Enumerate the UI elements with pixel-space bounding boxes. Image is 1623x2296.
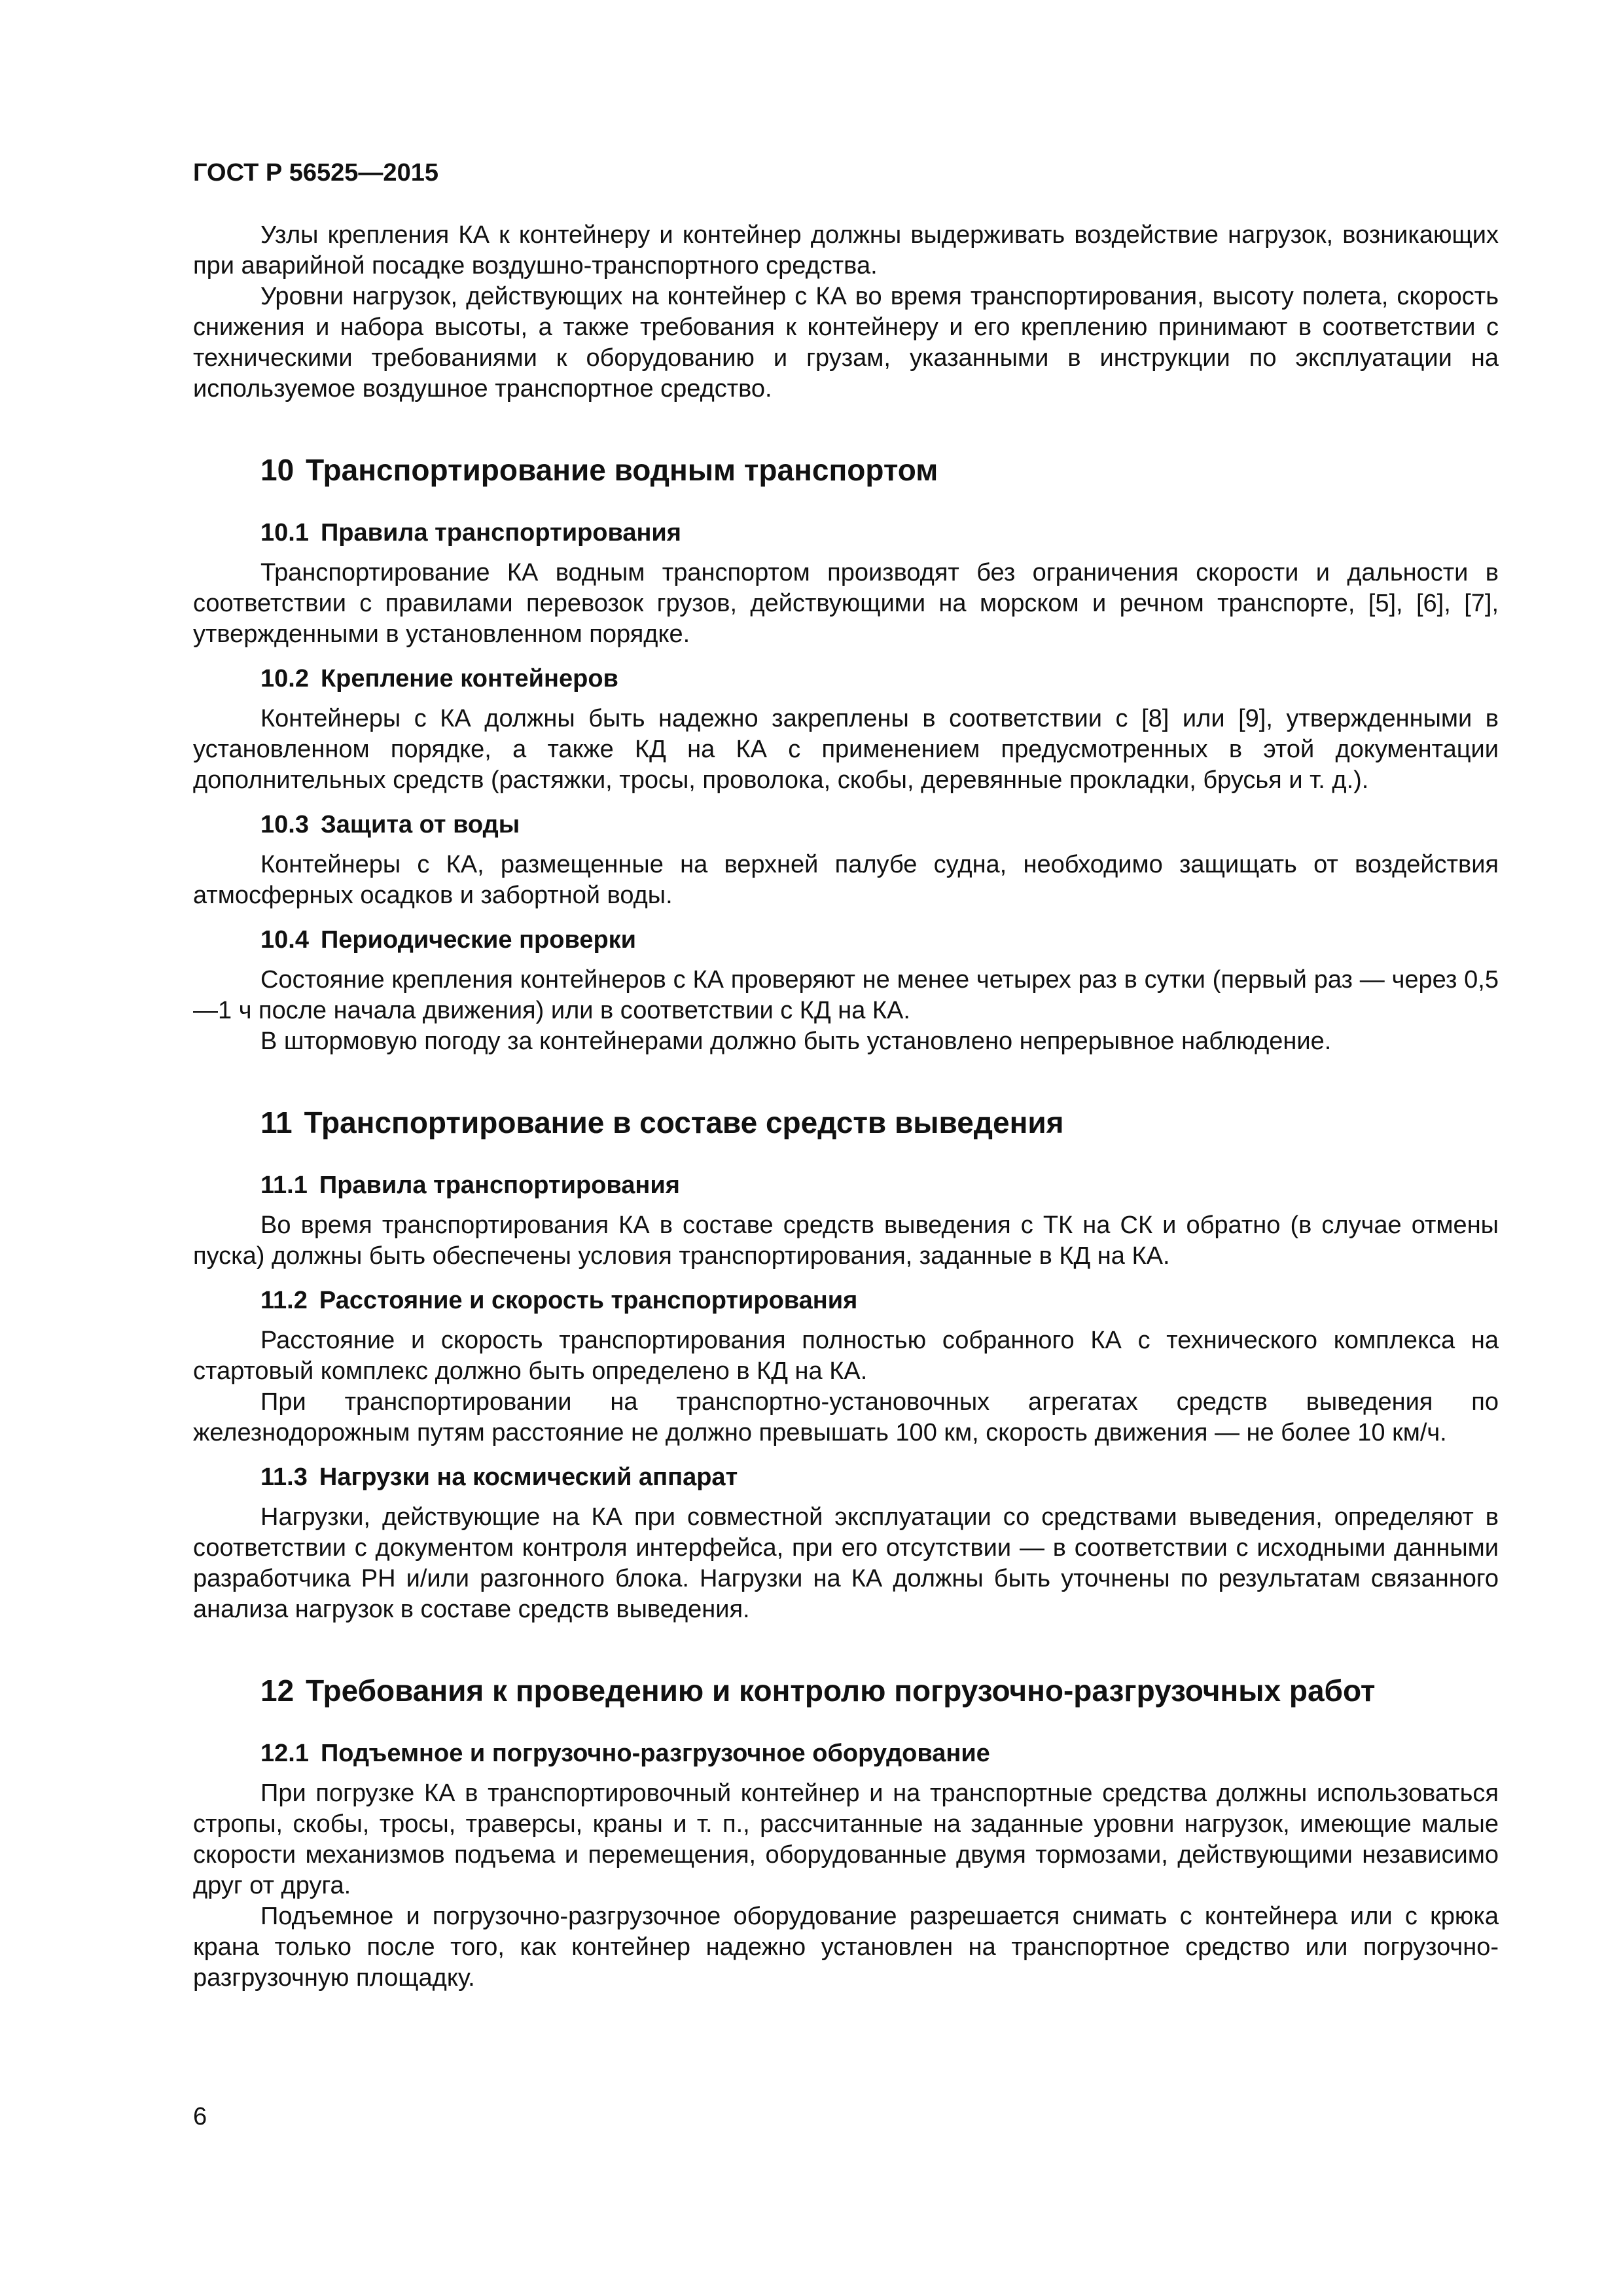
subsection-number: 10.1	[260, 519, 309, 547]
paragraph: В штормовую погоду за контейнерами должно быть установлено непрерывное наблюдение.	[260, 1028, 1332, 1055]
subsection-number: 11.2	[260, 1287, 308, 1314]
subsection-heading-10-3	[260, 809, 1499, 840]
document-page	[193, 157, 1499, 1994]
subsection-number: 12.1	[260, 1740, 309, 1767]
subsection-number: 10.2	[260, 665, 309, 692]
paragraph: Узлы крепления КА к контейнеру и контейнер должны выдерживать воздействие нагрузок, возникающих при аварийной посадке воздушно-транспортного средства.	[193, 221, 1499, 279]
paragraph: Транспортирование КА водным транспортом производят без ограничения скорости и дальности в соответствии с правилами перевозок грузов, действующими на морском и речном транспорте, [5], [6], [7], утвержденными в установленном порядке.	[193, 559, 1499, 648]
subsection-number: 11.3	[260, 1463, 308, 1491]
paragraph: Во время транспортирования КА в составе средств выведения с ТК на СК и обратно (в случае отмены пуска) должны быть обеспечены условия транспортирования, заданные в КД на КА.	[193, 1211, 1499, 1270]
paragraph: Подъемное и погрузочно-разгрузочное оборудование разрешается снимать с контейнера или с крюка крана только после того, как контейнер надежно установлен на транспортное средство или погрузочно-разгрузочную площадку.	[193, 1903, 1499, 1992]
section-number: 12	[260, 1674, 294, 1708]
paragraph: При транспортировании на транспортно-установочных агрегатах средств выведения по железнодорожным путям расстояние не должно превышать 100 км, скорость движения — не более 10 км/ч.	[193, 1388, 1499, 1446]
subsection-heading-12-1	[260, 1738, 1499, 1769]
subsection-heading-11-3	[260, 1462, 1499, 1493]
subsection-title: Правила транспортирования	[319, 1172, 680, 1199]
section-title: Требования к проведению и контролю погрузочно-разгрузочных работ	[306, 1674, 1376, 1708]
paragraph: Уровни нагрузок, действующих на контейнер с КА во время транспортирования, высоту полета, скорость снижения и набора высоты, а также требования к контейнеру и его креплению принимают в соответствии с техническими требованиями к оборудованию и грузам, указанными в инструкции по эксплуатации на используемое воздушное транспортное средство.	[193, 283, 1499, 403]
subsection-heading-10-1	[260, 517, 1499, 548]
section-title: Транспортирование водным транспортом	[306, 453, 938, 487]
subsection-heading-11-2	[260, 1285, 1499, 1316]
subsection-heading-10-4	[260, 924, 1499, 956]
subsection-heading-11-1	[260, 1170, 1499, 1201]
subsection-title: Расстояние и скорость транспортирования	[319, 1287, 858, 1314]
paragraph: Контейнеры с КА, размещенные на верхней палубе судна, необходимо защищать от воздействия атмосферных осадков и забортной воды.	[193, 851, 1499, 909]
subsection-number: 10.4	[260, 926, 309, 954]
document-code: ГОСТ Р 56525—2015	[193, 159, 438, 187]
paragraph: Нагрузки, действующие на КА при совместной эксплуатации со средствами выведения, определяют в соответствии с документом контроля интерфейса, при его отсутствии — в соответствии с исходными данными разработчика РН и/или разгонного блока. Нагрузки на КА должны быть уточнены по результатам связанного анализа нагрузок в составе средств выведения.	[193, 1503, 1499, 1623]
subsection-heading-10-2	[260, 663, 1499, 694]
section-heading-10	[260, 452, 1499, 488]
paragraph: Состояние крепления контейнеров с КА проверяют не менее четырех раз в сутки (первый раз — через 0,5—1 ч после начала движения) или в соответствии с КД на КА.	[193, 966, 1499, 1024]
page-number: 6	[193, 2103, 207, 2130]
section-heading-12	[260, 1672, 1499, 1709]
subsection-title: Нагрузки на космический аппарат	[319, 1463, 738, 1491]
subsection-title: Подъемное и погрузочно-разгрузочное оборудование	[320, 1740, 990, 1767]
subsection-number: 11.1	[260, 1172, 308, 1199]
subsection-title: Правила транспортирования	[320, 519, 681, 547]
subsection-title: Крепление контейнеров	[320, 665, 618, 692]
subsection-title: Защита от воды	[320, 811, 520, 838]
subsection-number: 10.3	[260, 811, 309, 838]
paragraph: Расстояние и скорость транспортирования полностью собранного КА с технического комплекса на стартовый комплекс должно быть определено в КД на КА.	[193, 1327, 1499, 1385]
paragraph: Контейнеры с КА должны быть надежно закреплены в соответствии с [8] или [9], утвержденными в установленном порядке, а также КД на КА с применением предусмотренных в этой документации дополнительных средств (растяжки, тросы, проволока, скобы, деревянные прокладки, брусья и т. д.).	[193, 705, 1499, 794]
subsection-title: Периодические проверки	[320, 926, 637, 954]
section-title: Транспортирование в составе средств выведения	[304, 1105, 1064, 1139]
section-number: 10	[260, 453, 294, 487]
paragraph: При погрузке КА в транспортировочный контейнер и на транспортные средства должны использоваться стропы, скобы, тросы, траверсы, краны и т. п., рассчитанные на заданные уровни нагрузок, имеющие малые скорости механизмов подъема и перемещения, оборудованные двумя тормозами, действующими независимо друг от друга.	[193, 1780, 1499, 1899]
section-heading-11	[260, 1104, 1499, 1141]
section-number: 11	[260, 1105, 293, 1139]
